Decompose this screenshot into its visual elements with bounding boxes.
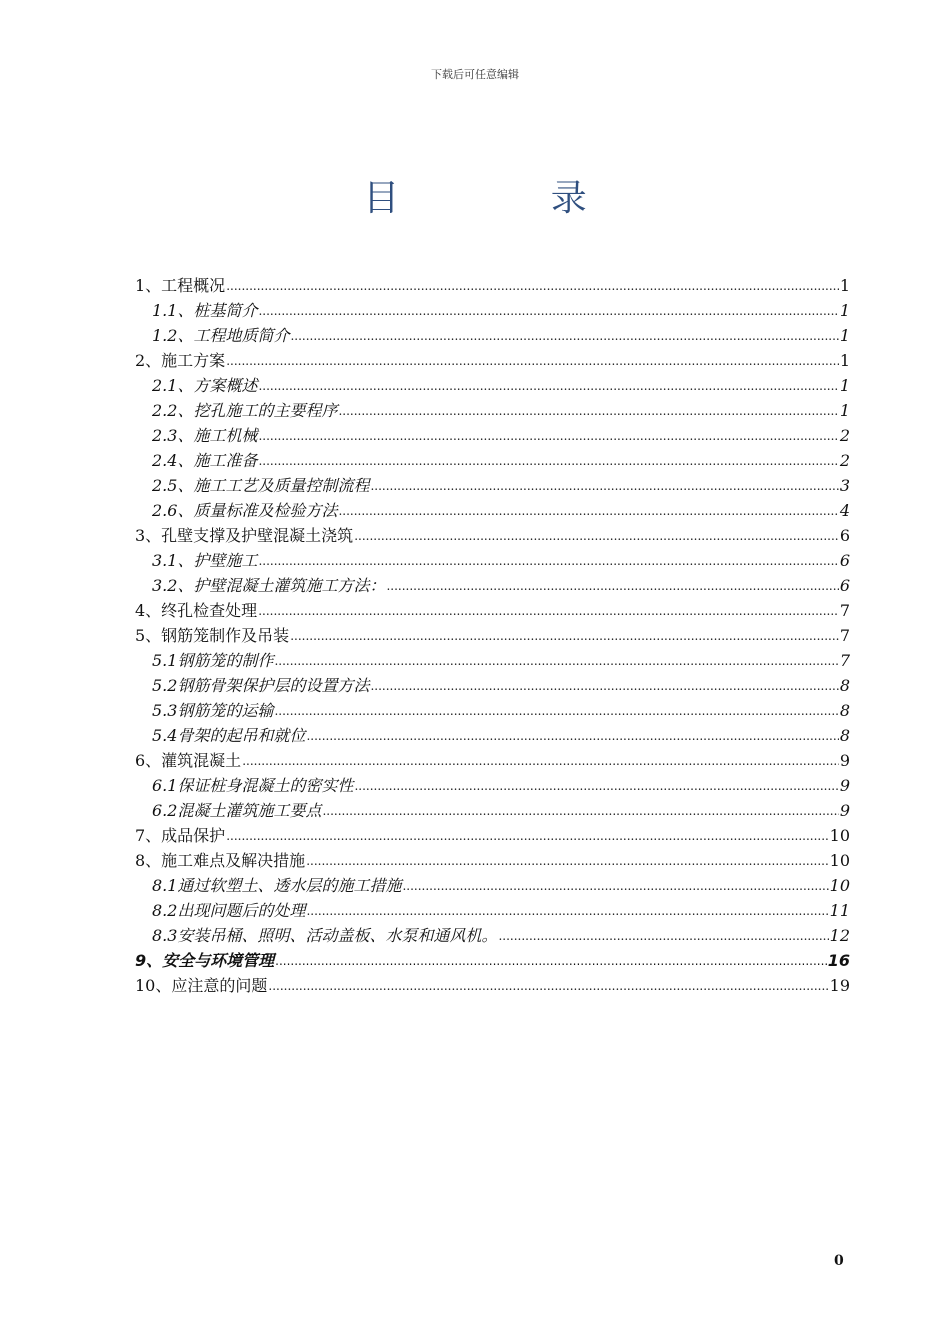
toc-entry-label: 1.1、桩基简介 — [152, 301, 258, 320]
toc-entry[interactable] — [135, 723, 850, 748]
toc-entry-label: 8、施工难点及解决措施 — [135, 851, 306, 870]
toc-entry-label: 2、施工方案 — [135, 351, 226, 370]
toc-leader-dots — [258, 447, 838, 474]
toc-entry[interactable] — [135, 923, 850, 948]
toc-entry-page: 7 — [839, 601, 850, 620]
toc-entry-page: 11 — [829, 901, 850, 920]
toc-entry[interactable] — [135, 973, 850, 998]
toc-entry-page: 6 — [839, 526, 850, 545]
toc-leader-dots — [226, 347, 839, 374]
toc-entry-page: 1 — [839, 376, 850, 395]
toc-entry-page: 6 — [839, 551, 850, 570]
toc-entry[interactable] — [135, 798, 850, 823]
toc-entry-label: 5.4骨架的起吊和就位 — [152, 726, 306, 745]
toc-entry[interactable] — [135, 398, 850, 423]
toc-entry[interactable] — [135, 823, 850, 848]
toc-entry-page: 10 — [829, 826, 850, 845]
toc-entry-label: 1、工程概况 — [135, 276, 226, 295]
toc-entry-page: 1 — [839, 276, 850, 295]
toc-leader-dots — [274, 697, 838, 724]
toc-entry[interactable] — [135, 648, 850, 673]
toc-entry[interactable] — [135, 498, 850, 523]
toc-entry-page: 8 — [839, 676, 850, 695]
toc-entry[interactable] — [135, 873, 850, 898]
toc-entry[interactable] — [135, 348, 850, 373]
toc-leader-dots — [275, 947, 827, 974]
toc-entry-label: 7、成品保护 — [135, 826, 226, 845]
toc-entry-page: 10 — [829, 851, 850, 870]
page-number: 0 — [834, 1253, 844, 1269]
toc-entry-label: 5.1钢筋笼的制作 — [152, 651, 274, 670]
toc-entry[interactable] — [135, 598, 850, 623]
toc-entry-page: 2 — [839, 451, 850, 470]
toc-entry-label: 8.3安装吊桶、照明、活动盖板、水泵和通风机。 — [152, 926, 498, 945]
toc-entry-page: 7 — [839, 651, 850, 670]
toc-entry[interactable] — [135, 548, 850, 573]
toc-leader-dots — [258, 547, 838, 574]
toc-entry-label: 2.5、施工工艺及质量控制流程 — [152, 476, 370, 495]
toc-entry[interactable] — [135, 523, 850, 548]
toc-entry-page: 8 — [839, 726, 850, 745]
toc-entry-page: 7 — [839, 626, 850, 645]
toc-entry[interactable] — [135, 898, 850, 923]
toc-entry-label: 3、孔壁支撑及护壁混凝土浇筑 — [135, 526, 354, 545]
toc-leader-dots — [274, 647, 838, 674]
toc-entry-page: 1 — [839, 301, 850, 320]
toc-entry-page: 19 — [829, 976, 850, 995]
toc-entry[interactable] — [135, 948, 850, 973]
toc-entry-page: 3 — [839, 476, 850, 495]
toc-entry-page: 1 — [839, 326, 850, 345]
toc-entry[interactable] — [135, 373, 850, 398]
toc-leader-dots — [306, 897, 828, 924]
toc-leader-dots — [370, 472, 838, 499]
toc-entry[interactable] — [135, 698, 850, 723]
toc-leader-dots — [290, 322, 838, 349]
toc-entry-page: 12 — [829, 926, 850, 945]
toc-entry-label: 1.2、工程地质简介 — [152, 326, 290, 345]
toc-entry-label: 2.4、施工准备 — [152, 451, 258, 470]
toc-entry[interactable] — [135, 273, 850, 298]
toc-entry-page: 8 — [839, 701, 850, 720]
toc-entry[interactable] — [135, 473, 850, 498]
toc-entry-page: 1 — [839, 351, 850, 370]
toc-entry-page: 9 — [839, 776, 850, 795]
toc-entry-label: 9、安全与环境管理 — [135, 951, 275, 970]
toc-entry-label: 3.1、护壁施工 — [152, 551, 258, 570]
toc-entry[interactable] — [135, 748, 850, 773]
toc-entry[interactable] — [135, 623, 850, 648]
toc-entry-label: 5.3钢筋笼的运输 — [152, 701, 274, 720]
toc-entry-page: 10 — [829, 876, 850, 895]
toc-entry-label: 6.2混凝土灌筑施工要点 — [152, 801, 322, 820]
page-title: 目 录 — [363, 178, 657, 219]
toc-leader-dots — [338, 497, 838, 524]
toc-entry-label: 6.1保证桩身混凝土的密实性 — [152, 776, 354, 795]
toc-entry-page: 4 — [839, 501, 850, 520]
toc-leader-dots — [386, 572, 838, 599]
toc-entry[interactable] — [135, 773, 850, 798]
toc-entry-label: 2.2、挖孔施工的主要程序 — [152, 401, 338, 420]
toc-entry-page: 9 — [839, 751, 850, 770]
header-note: 下载后可任意编辑 — [431, 68, 519, 81]
toc-entry-label: 4、终孔检查处理 — [135, 601, 258, 620]
toc-leader-dots — [306, 722, 838, 749]
toc-entry-label: 10、应注意的问题 — [135, 976, 268, 995]
toc-entry[interactable] — [135, 848, 850, 873]
toc-leader-dots — [226, 822, 828, 849]
toc-entry-label: 2.1、方案概述 — [152, 376, 258, 395]
toc-leader-dots — [354, 772, 838, 799]
toc-entry-label: 2.6、质量标准及检验方法 — [152, 501, 338, 520]
toc-entry[interactable] — [135, 448, 850, 473]
toc-entry-label: 5.2钢筋骨架保护层的设置方法 — [152, 676, 370, 695]
toc-entry-page: 2 — [839, 426, 850, 445]
toc-entry-label: 5、钢筋笼制作及吊装 — [135, 626, 290, 645]
table-of-contents — [135, 273, 850, 998]
toc-entry[interactable] — [135, 298, 850, 323]
toc-entry-page: 9 — [839, 801, 850, 820]
toc-entry[interactable] — [135, 323, 850, 348]
toc-leader-dots — [258, 297, 838, 324]
toc-leader-dots — [226, 272, 839, 299]
toc-leader-dots — [258, 372, 838, 399]
toc-leader-dots — [258, 597, 839, 624]
toc-leader-dots — [306, 847, 828, 874]
toc-leader-dots — [242, 747, 839, 774]
toc-leader-dots — [268, 972, 828, 999]
toc-entry-label: 6、灌筑混凝土 — [135, 751, 242, 770]
toc-leader-dots — [322, 797, 838, 824]
toc-leader-dots — [370, 672, 838, 699]
toc-entry-page: 6 — [839, 576, 850, 595]
toc-leader-dots — [354, 522, 839, 549]
toc-leader-dots — [498, 922, 828, 949]
toc-entry[interactable] — [135, 573, 850, 598]
toc-entry-label: 3.2、护壁混凝土灌筑施工方法： — [152, 576, 386, 595]
toc-leader-dots — [258, 422, 838, 449]
toc-entry-label: 8.2出现问题后的处理 — [152, 901, 306, 920]
toc-entry[interactable] — [135, 673, 850, 698]
toc-entry[interactable] — [135, 423, 850, 448]
toc-entry-page: 1 — [839, 401, 850, 420]
toc-entry-label: 2.3、施工机械 — [152, 426, 258, 445]
toc-leader-dots — [402, 872, 828, 899]
toc-entry-label: 8.1通过软塑土、透水层的施工措施 — [152, 876, 402, 895]
toc-entry-page: 16 — [827, 951, 850, 970]
toc-leader-dots — [338, 397, 838, 424]
toc-leader-dots — [290, 622, 839, 649]
